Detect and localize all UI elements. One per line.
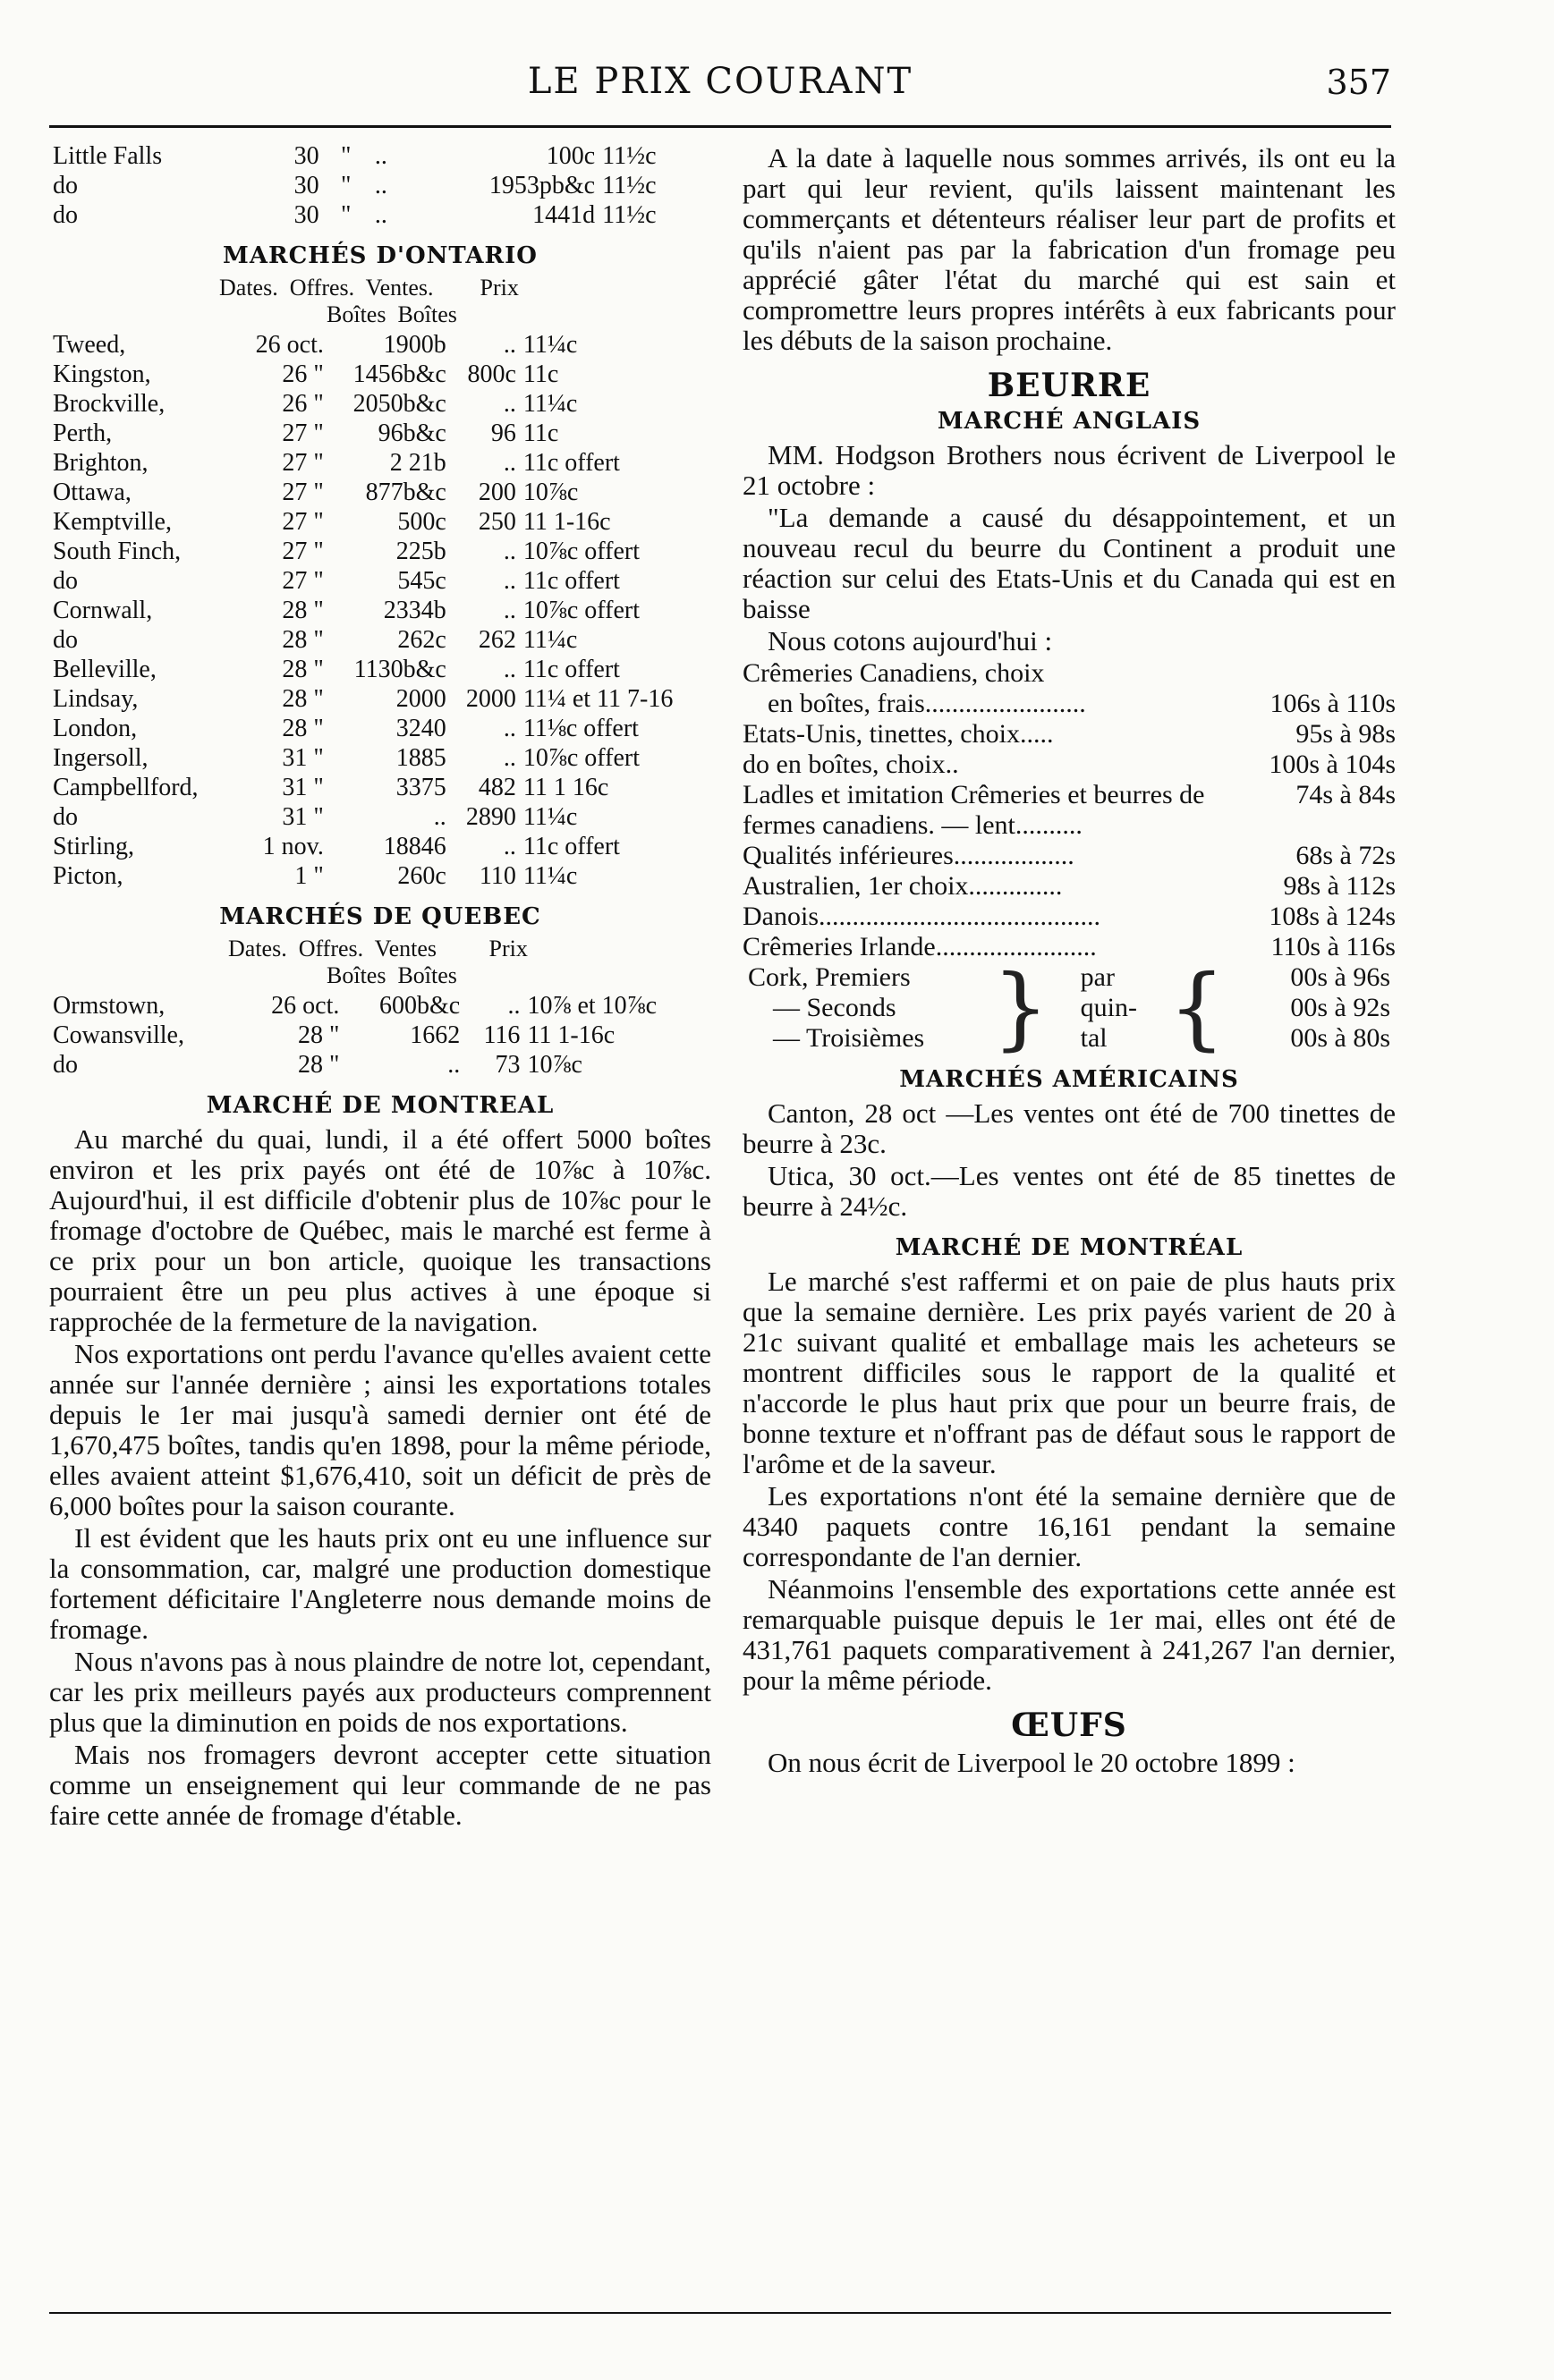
price-label: Ladles et imitation Crêmeries et beurres de fermes canadiens. — lent.......... (743, 780, 1205, 840)
table-cell: 250 (478, 508, 516, 536)
table-cell: 11½c (602, 172, 657, 199)
table-cell: do (53, 1051, 78, 1079)
brace-left: { (1168, 955, 1226, 1060)
table-cell: 262 (478, 626, 516, 654)
table-cell: Kingston, (53, 360, 151, 388)
table-cell: 28 " (297, 1021, 340, 1049)
paragraph: Nos exportations ont perdu l'avance qu'elles avaient cette année sur l'année dernière ; ainsi les exportations totales depuis le 1er mai jusqu'à samedi dernier ont été de 1,670,475 boîtes, tandis qu'en 1898, pour la même période, elles avaient atteint $1,676,410, soit un déficit de près de 6,000 boîtes pour la saison courante. (49, 1338, 711, 1521)
cork-values (1252, 962, 1396, 1054)
table-cell: .. (507, 992, 521, 1020)
table-cell: .. (447, 1051, 461, 1079)
cork-labels (743, 962, 987, 1054)
paragraph: Il est évident que les hauts prix ont eu une influence sur la consommation, car, malgré une production domestique fortement déficitaire l'Angleterre nous demande moins de fromage. (49, 1522, 711, 1645)
table-row (49, 171, 711, 200)
table-cell: 10⅞ et 10⅞c (527, 992, 658, 1020)
table-cell: London, (53, 715, 138, 742)
table-cell: Stirling, (53, 833, 135, 860)
table-cell: 3240 (395, 715, 446, 742)
paragraph: "La demande a causé du désappointement, et un nouveau recul du beurre du Continent a produit une réaction sur celui des Etats-Unis et du Canada qui est en baisse (743, 502, 1396, 624)
price-value: 100s à 104s (1269, 750, 1396, 779)
price-row (743, 841, 1396, 871)
table-cell: 10⅞c (527, 1051, 582, 1079)
table-row (49, 596, 711, 625)
table-cell: Brighton, (53, 449, 149, 477)
table-cell: 11c (522, 419, 559, 447)
price-row (743, 750, 1396, 780)
table-cell: 260c (397, 862, 446, 890)
table-cell: Perth, (53, 419, 113, 447)
subtitle-marche-anglais: MARCHÉ ANGLAIS (937, 408, 1202, 435)
quebec-header-line2: Boîtes Boîtes (327, 962, 457, 988)
table-cell: 11c offert (522, 567, 620, 595)
table-cell: Ormstown, (53, 992, 166, 1020)
table-cell: 1953pb&c (488, 172, 596, 199)
table-cell: 600b&c (379, 992, 461, 1020)
cork-value: 00s à 92s (1290, 993, 1390, 1022)
table-cell: .. (503, 538, 516, 565)
table-cell: 11⅛c offert (522, 715, 639, 742)
cork-unit-line: par (1080, 962, 1115, 992)
table-cell: 31 " (282, 744, 324, 772)
table-row (49, 566, 711, 596)
table-cell: Brockville, (53, 390, 166, 418)
table-cell: 877b&c (365, 479, 446, 506)
intro-paragraph: A la date à laquelle nous sommes arrivés, ils ont eu la part qui leur revient, qu'ils laissent maintenant les commerçants et détenteurs réaliser leur part de profits et qu'ils n'aient pas par la fabrication d'un fromage peu apprécié gâter l'état du marché qui est sain et compromettre leurs propres intérêts à eux fabricants pour les débuts de la saison prochaine. (743, 142, 1396, 356)
table-cell: 30 (293, 201, 319, 229)
table-cell: 2890 (465, 803, 516, 831)
cork-price-table (743, 955, 1396, 1060)
table-row (49, 141, 711, 171)
table-cell: 27 " (282, 567, 324, 595)
table-row (49, 625, 711, 655)
table-cell: South Finch, (53, 538, 182, 565)
table-cell: Tweed, (53, 331, 126, 359)
table-cell: 3375 (395, 774, 446, 801)
table-cell: 28 " (282, 626, 324, 654)
paragraph: MM. Hodgson Brothers nous écrivent de Liverpool le 21 octobre : (743, 439, 1396, 501)
table-cell: .. (374, 172, 387, 199)
table-cell: .. (503, 449, 516, 477)
table-cell: 11½c (602, 201, 657, 229)
table-cell: 28 " (282, 685, 324, 713)
table-cell: 482 (478, 774, 516, 801)
table-cell: 11c offert (522, 833, 620, 860)
table-cell: .. (503, 833, 516, 860)
table-cell: 262c (397, 626, 446, 654)
page-number: 357 (1326, 63, 1391, 102)
table-row (49, 861, 711, 891)
table-cell: .. (374, 201, 387, 229)
table-cell: 18846 (383, 833, 446, 860)
table-cell: do (53, 626, 78, 654)
section-title-ontario: MARCHÉS D'ONTARIO (223, 242, 538, 269)
price-label: Australien, 1er choix.............. (743, 871, 1063, 901)
table-cell: Cowansville, (53, 1021, 184, 1049)
table-cell: 11c (522, 360, 559, 388)
table-row (49, 832, 711, 861)
price-row (743, 719, 1396, 750)
table-row (49, 360, 711, 389)
table-cell: 1885 (395, 744, 446, 772)
table-row (49, 1050, 711, 1080)
price-value: 74s à 84s (1295, 780, 1396, 809)
table-row (49, 507, 711, 537)
table-row (49, 419, 711, 448)
paragraph: Néanmoins l'ensemble des exportations cette année est remarquable puisque depuis le 1er mai, elles ont été de 431,761 paquets comparativement à 241,267 l'an dernier, pour la même période. (743, 1573, 1396, 1696)
table-cell: 545c (397, 567, 446, 595)
price-label: Danois.......................................... (743, 902, 1100, 931)
table-cell: 200 (478, 479, 516, 506)
table-row (49, 802, 711, 832)
table-cell: 30 (293, 172, 319, 199)
table-cell: .. (433, 803, 446, 831)
table-cell: 30 (293, 142, 319, 170)
montreal-cheese-text (49, 1124, 711, 1831)
page-header (49, 61, 1391, 114)
table-row (49, 773, 711, 802)
table-cell: 2000 (395, 685, 446, 713)
table-cell: do (53, 567, 78, 595)
cork-label: Cork, Premiers (748, 962, 911, 992)
table-cell: Lindsay, (53, 685, 139, 713)
table-cell: .. (503, 331, 516, 359)
table-cell: 11 1-16c (522, 508, 611, 536)
table-cell: 110 (479, 862, 516, 890)
table-cell: 11¼c (522, 390, 578, 418)
ontario-header-line1: Dates. Offres. Ventes. Prix (219, 275, 519, 301)
table-cell: 1456b&c (352, 360, 446, 388)
cork-label: — Troisièmes (773, 1023, 925, 1053)
price-label: Crêmeries Canadiens, choix (743, 658, 1045, 688)
section-title-montreal-cheese: MARCHÉ DE MONTREAL (206, 1092, 555, 1119)
table-cell: 28 " (282, 715, 324, 742)
paragraph: On nous écrit de Liverpool le 20 octobre 1899 : (768, 1747, 1295, 1778)
price-row (743, 902, 1396, 932)
table-cell: 11 1 16c (522, 774, 609, 801)
left-column (49, 141, 711, 1833)
table-cell: 73 (495, 1051, 521, 1079)
table-row (49, 714, 711, 743)
table-cell: 26 oct. (255, 331, 324, 359)
table-cell: 10⅞c offert (522, 597, 640, 624)
table-cell: 96b&c (378, 419, 446, 447)
price-value: 68s à 72s (1295, 841, 1396, 870)
table-cell: .. (374, 142, 387, 170)
cork-value: 00s à 96s (1290, 962, 1390, 992)
table-cell: Ottawa, (53, 479, 132, 506)
price-row (743, 780, 1396, 841)
table-cell: Cornwall, (53, 597, 153, 624)
table-cell: " (340, 172, 352, 199)
table-cell: 31 " (282, 774, 324, 801)
table-row (49, 389, 711, 419)
paragraph: Nous cotons aujourd'hui : (768, 625, 1053, 656)
table-row (49, 330, 711, 360)
table-cell: " (340, 142, 352, 170)
table-row (49, 537, 711, 566)
header-rule (49, 125, 1391, 128)
price-row (743, 932, 1396, 962)
table-cell: .. (503, 597, 516, 624)
paragraph: Au marché du quai, lundi, il a été offert 5000 boîtes environ et les prix payés ont été de 10⅞c à 10⅞c. Aujourd'hui, il est difficile d'obtenir plus de 10⅞c pour le fromage d'octobre de Québec, mais le marché est ferme à ce prix pour un bon article, quoique les transactions pourraient être un peu plus actives à une époque si rapprochée de la fermeture de la navigation. (49, 1123, 711, 1337)
table-cell: 11¼ et 11 7-16 (522, 685, 674, 713)
table-cell: 96 (490, 419, 516, 447)
table-cell: 800c (467, 360, 516, 388)
table-cell: Ingersoll, (53, 744, 149, 772)
price-row (743, 689, 1396, 719)
table-cell: 1900b (383, 331, 446, 359)
table-cell: 27 " (282, 538, 324, 565)
section-title-americains: MARCHÉS AMÉRICAINS (899, 1066, 1239, 1093)
table-cell: 11 1-16c (527, 1021, 616, 1049)
price-value: 106s à 110s (1270, 689, 1396, 718)
section-title-oeufs: ŒUFS (1011, 1707, 1127, 1744)
journal-title: LE PRIX COURANT (527, 61, 913, 102)
table-cell: 10⅞c offert (522, 538, 640, 565)
table-cell: 28 " (297, 1051, 340, 1079)
paragraph: Canton, 28 oct —Les ventes ont été de 700 tinettes de beurre à 23c. (743, 1097, 1396, 1159)
section-title-beurre: BEURRE (987, 367, 1151, 404)
table-row (49, 1021, 711, 1050)
quebec-header-line1: Dates. Offres. Ventes Prix (228, 936, 528, 961)
table-cell: 500c (397, 508, 446, 536)
section-title-montreal-butter: MARCHÉ DE MONTRÉAL (895, 1234, 1244, 1261)
cork-unit-line: tal (1080, 1023, 1108, 1053)
table-cell: Kemptville, (53, 508, 172, 536)
paragraph: Mais nos fromagers devront accepter cette situation comme un enseignement qui leur commande de ne pas faire cette année de fromage d'étable. (49, 1739, 711, 1831)
price-value: 95s à 98s (1295, 719, 1396, 749)
table-row (49, 448, 711, 478)
table-cell: 11¼c (522, 862, 578, 890)
table-cell: .. (503, 390, 516, 418)
ontario-header-line2: Boîtes Boîtes (327, 301, 457, 327)
table-cell: .. (503, 715, 516, 742)
table-cell: do (53, 172, 78, 199)
price-value (1269, 658, 1396, 689)
price-label: Crêmeries Irlande........................ (743, 932, 1097, 961)
table-cell: 28 " (282, 597, 324, 624)
table-cell: 27 " (282, 419, 324, 447)
price-label: do en boîtes, choix.. (743, 750, 959, 779)
table-cell: " (340, 201, 352, 229)
newspaper-page (49, 36, 1396, 2343)
table-cell: 28 " (282, 656, 324, 683)
right-column (743, 141, 1396, 1780)
table-cell: 1130b&c (353, 656, 446, 683)
table-cell: 2050b&c (352, 390, 446, 418)
table-cell: 2334b (383, 597, 446, 624)
table-cell: 2000 (465, 685, 516, 713)
table-cell: Campbellford, (53, 774, 199, 801)
table-cell: 27 " (282, 479, 324, 506)
price-value: 110s à 116s (1270, 932, 1396, 961)
table-cell: 11¼c (522, 331, 578, 359)
table-cell: 11c offert (522, 656, 620, 683)
paragraph: Nous n'avons pas à nous plaindre de notre lot, cependant, car les prix meilleurs payés aux producteurs comprennent plus que la diminution en poids de nos exportations. (49, 1646, 711, 1738)
paragraph: Le marché s'est raffermi et on paie de plus hauts prix que la semaine dernière. Les prix payés varient de 20 à 21c suivant qualité et emballage mais les acheteurs se montrent difficiles sous le rapport de la qualité et n'accorde le plus haut prix que pour un beurre frais, de bonne texture et n'offrant pas de défaut sous le rapport de l'arôme et de la saveur. (743, 1266, 1396, 1479)
paragraph: Utica, 30 oct.—Les ventes ont été de 85 tinettes de beurre à 24½c. (743, 1160, 1396, 1222)
price-value: 98s à 112s (1283, 871, 1396, 901)
table-cell: 1441d (532, 201, 596, 229)
table-cell: Little Falls (53, 142, 163, 170)
table-cell: 31 " (282, 803, 324, 831)
table-row (49, 684, 711, 714)
table-row (49, 655, 711, 684)
table-cell: 10⅞c (522, 479, 579, 506)
table-cell: .. (503, 567, 516, 595)
table-cell: 1 " (294, 862, 324, 890)
ontario-table (49, 330, 711, 891)
footer-rule (49, 2312, 1391, 2314)
price-value: 108s à 124s (1269, 902, 1396, 931)
paragraph: Les exportations n'ont été la semaine dernière que de 4340 paquets contre 16,161 pendant la semaine correspondante de l'an dernier. (743, 1480, 1396, 1572)
price-label: Etats-Unis, tinettes, choix..... (743, 719, 1054, 749)
table-cell: 225b (395, 538, 446, 565)
table-row (49, 200, 711, 230)
little-falls-table (49, 141, 711, 230)
table-cell: 27 " (282, 449, 324, 477)
table-cell: 11¼c (522, 626, 578, 654)
table-row (49, 478, 711, 507)
table-cell: 2 21b (389, 449, 446, 477)
table-cell: 26 " (282, 390, 324, 418)
price-row (743, 871, 1396, 902)
table-cell: 1662 (410, 1021, 461, 1049)
cork-value: 00s à 80s (1290, 1023, 1390, 1053)
table-row (49, 991, 711, 1021)
cork-unit-line: quin- (1080, 993, 1137, 1022)
table-row (49, 743, 711, 773)
section-title-quebec: MARCHÉS DE QUEBEC (219, 903, 541, 930)
cork-label: — Seconds (773, 993, 896, 1022)
table-cell: .. (503, 656, 516, 683)
cork-unit (1075, 962, 1163, 1054)
table-cell: do (53, 201, 78, 229)
price-label: Qualités inférieures.................. (743, 841, 1074, 870)
table-cell: 1 nov. (262, 833, 324, 860)
ontario-table-header (49, 275, 711, 328)
butter-price-table (743, 658, 1396, 962)
table-cell: 11c offert (522, 449, 620, 477)
table-cell: Belleville, (53, 656, 157, 683)
table-cell: .. (503, 744, 516, 772)
table-cell: 26 " (282, 360, 324, 388)
table-cell: Picton, (53, 862, 123, 890)
table-cell: 26 oct. (271, 992, 340, 1020)
brace-right: } (991, 955, 1049, 1060)
table-cell: 100c (546, 142, 596, 170)
quebec-table (49, 991, 711, 1080)
table-cell: 11¼c (522, 803, 578, 831)
table-cell: 116 (483, 1021, 521, 1049)
table-cell: 11½c (602, 142, 657, 170)
quebec-table-header (49, 936, 711, 989)
price-row (743, 658, 1396, 689)
price-label: en boîtes, frais........................ (768, 689, 1086, 718)
table-cell: do (53, 803, 78, 831)
table-cell: 10⅞c offert (522, 744, 640, 772)
table-cell: 27 " (282, 508, 324, 536)
